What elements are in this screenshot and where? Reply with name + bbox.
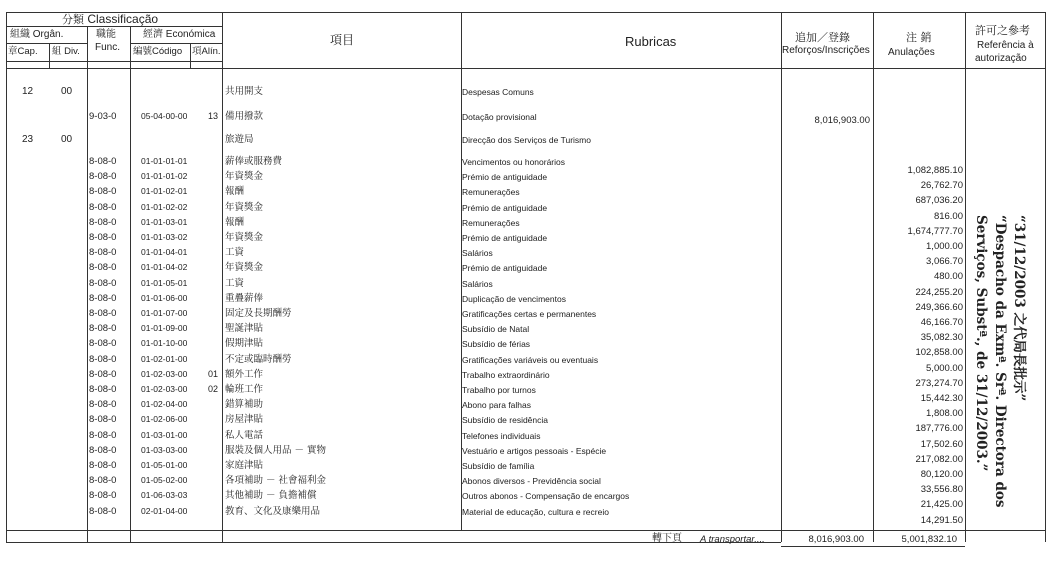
authorization-line2: “Despacho da Exmª. Srª. Directora dos [992,215,1008,508]
authorization-line1: “31/12/2003 之代局長批示” [1011,215,1027,402]
func-cell: 8-08-0 [89,247,117,259]
item-zh-cell: 報酬 [225,216,245,228]
economic-pt: Económica [165,29,216,40]
economic-header [143,30,215,40]
header-bottom-border [6,68,1046,69]
classification-header [62,13,158,25]
code-cell: 05-04-00-00 [141,111,188,121]
header-line [6,43,87,44]
item-zh-cell: 共用開支 [225,86,264,97]
func-pt: Func. [95,42,121,53]
code-cell: 01-01-04-01 [141,247,188,258]
anulacao-cell: 17,502.60 [920,438,963,450]
rubrica-cell: Abonos diversos - Previdência social [462,476,601,487]
item-zh-cell: 固定及長期酬勞 [225,308,292,319]
code-cell: 01-01-05-01 [141,277,188,288]
table-top-border [6,12,1046,13]
anulacao-cell: 816.00 [933,210,963,222]
code-cell: 01-02-03-00 [141,368,188,379]
item-zh-cell: 工資 [225,277,245,289]
code-cell: 01-05-02-00 [141,475,188,486]
anulacao-cell: 46,166.70 [920,317,963,328]
header-line [130,43,222,44]
rubrica-cell: Gratificações variáveis ou eventuais [462,354,599,365]
transport-zh: 轉下頁 [652,533,682,544]
code-cell: 01-02-01-00 [141,353,188,364]
div-cell: 00 [61,86,73,97]
code-cell: 01-01-02-01 [141,186,188,197]
rubricas-header: Rubricas [625,34,677,49]
code-cell: 01-03-01-00 [141,429,188,440]
func-cell: 8-08-0 [89,277,117,289]
item-zh-cell: 薪俸或服務費 [225,156,283,167]
func-cell: 8-08-0 [89,490,117,502]
func-cell: 8-08-0 [89,353,117,365]
func-cell: 8-08-0 [89,460,117,471]
anulacao-cell: 687,036.20 [915,195,963,207]
alin-zh: 項 [192,46,202,57]
column-line [222,12,223,542]
item-zh-cell: 年資獎金 [225,201,264,213]
reforcos-zh: 追加／登錄 [795,31,850,44]
column-line [6,12,7,542]
rubrica-cell: Material de educação, cultura e recreio [462,506,609,517]
anulacao-cell: 15,442.30 [920,393,963,404]
rubrica-cell: Prémio de antiguidade [462,202,548,213]
func-cell: 8-08-0 [89,308,117,319]
rubrica-cell: Abono para falhas [462,400,531,411]
footer-top-border [6,530,1046,531]
item-zh-cell: 聖誕津貼 [225,323,264,335]
code-cell: 01-01-01-02 [141,171,188,182]
classification-zh: 分類 [62,13,84,26]
func-zh: 職能 [96,29,116,40]
code-header [133,47,182,57]
item-zh-cell: 假期津貼 [225,338,264,350]
authorization-note [971,215,1028,508]
item-zh-cell: 工資 [225,247,245,259]
cap-cell: 23 [22,134,34,145]
anulacao-cell: 1,674,777.70 [907,225,963,237]
code-cell: 01-06-03-03 [141,490,188,501]
rubrica-cell: Trabalho por turnos [462,385,536,395]
reforco-total: 8,016,903.00 [808,534,864,545]
rubrica-cell: Despesas Comuns [462,87,534,97]
anulacao-cell: 217,082.00 [915,453,963,465]
reference-zh: 許可之參考 [975,24,1030,37]
code-cell: 01-03-03-00 [141,444,188,455]
rubrica-cell: Remunerações [462,217,520,228]
func-cell: 8-08-0 [89,475,117,487]
func-cell: 8-08-0 [89,232,117,243]
code-cell: 01-01-06-00 [141,292,188,303]
alin-header [192,47,221,57]
rubrica-cell: Subsídio de férias [462,339,531,350]
anulacao-cell: 3,066.70 [926,256,963,268]
organic-header [10,30,63,40]
item-zh-cell: 年資獎金 [225,262,264,274]
column-line [190,43,191,68]
anulacao-cell: 35,082.30 [920,332,963,344]
cap-header [8,47,38,57]
code-cell: 02-01-04-00 [141,505,188,516]
alin-cell: 02 [208,384,219,394]
rubrica-cell: Vestuário e artigos pessoais - Espécie [462,445,607,456]
rubrica-cell: Duplicação de vencimentos [462,293,566,304]
anulacao-cell: 273,274.70 [915,377,963,389]
organic-zh: 組織 [10,29,30,40]
reference-pt-line2: autorização [975,53,1027,64]
code-cell: 01-01-04-02 [141,262,188,273]
authorization-line3: Serviços, Substª., de 31/12/2003.” [973,215,989,472]
code-cell: 01-01-07-00 [141,308,188,318]
func-cell: 8-08-0 [89,429,117,441]
cap-zh: 章 [8,46,18,57]
func-cell: 8-08-0 [89,156,117,167]
economic-zh: 經濟 [143,29,163,40]
reforco-cell: 8,016,903.00 [814,115,870,126]
func-cell: 8-08-0 [89,414,117,426]
anulacao-cell: 33,556.80 [920,484,963,496]
item-zh-cell: 輪班工作 [225,384,264,395]
cap-pt: Cap. [17,46,38,57]
rubrica-cell: Subsídio de residência [462,415,549,426]
item-zh-cell: 不定或臨時酬勞 [225,353,292,365]
item-zh-cell: 私人電話 [225,429,264,441]
rubrica-cell: Salários [462,278,493,289]
column-line [781,12,782,542]
column-line [49,43,50,68]
item-zh-cell: 重疊薪俸 [225,292,264,304]
div-zh: 組 [52,46,62,57]
footer-total-underline [781,546,965,547]
anulacao-cell: 1,082,885.10 [907,165,963,176]
code-zh: 編號 [133,46,153,57]
item-zh-cell: 報酬 [225,186,245,198]
anulacao-cell: 1,808.00 [926,408,963,420]
item-zh-cell: 其他補助 － 負擔補償 [225,490,317,502]
item-zh-cell: 教育、文化及康樂用品 [225,505,321,517]
code-cell: 01-02-06-00 [141,414,188,425]
func-cell: 8-08-0 [89,201,117,213]
code-cell: 01-01-01-01 [141,156,188,166]
anulacao-cell: 80,120.00 [920,469,963,480]
item-zh-cell: 錯算補助 [225,399,264,411]
alin-pt: Alín. [201,46,221,57]
code-cell: 01-01-03-01 [141,216,188,227]
rubrica-cell: Prémio de antiguidade [462,233,548,243]
func-cell: 8-08-0 [89,368,117,380]
anulacao-cell: 26,762.70 [920,180,963,192]
div-cell: 00 [61,134,73,145]
rubrica-cell: Trabalho extraordinário [462,369,550,380]
rubrica-cell: Gratificações certas e permanentes [462,309,597,319]
classification-pt: Classificação [87,12,159,26]
column-line [130,26,131,542]
item-zh-cell: 備用撥款 [225,111,264,122]
func-cell: 8-08-0 [89,171,117,183]
column-line [87,26,88,542]
rubrica-cell: Subsídio de família [462,461,535,471]
func-cell: 9-03-0 [89,111,117,122]
rubrica-cell: Remunerações [462,187,520,198]
column-line [965,12,966,542]
func-cell: 8-08-0 [89,384,117,395]
item-zh-cell: 家庭津貼 [225,460,264,471]
func-cell: 8-08-0 [89,262,117,274]
rubrica-cell: Prémio de antiguidade [462,263,548,274]
anulacao-cell: 1,000.00 [926,241,963,252]
anulacao-cell: 21,425.00 [920,499,963,511]
func-cell: 8-08-0 [89,338,117,350]
anulacao-cell: 5,000.00 [926,362,963,374]
div-header [52,47,80,57]
code-cell: 01-02-03-00 [141,384,188,394]
reforcos-pt: Reforços/Inscrições [782,45,870,56]
anulacao-total: 5,001,832.10 [901,534,957,545]
item-zh-cell: 年資獎金 [225,171,264,183]
item-zh-cell: 服裝及個人用品 － 實物 [225,444,327,456]
rubrica-cell: Dotação provisional [462,112,537,122]
alin-cell: 01 [208,368,219,379]
code-cell: 01-02-04-00 [141,399,188,410]
rubrica-cell: Salários [462,248,493,259]
code-cell: 01-01-10-00 [141,338,188,349]
func-cell: 8-08-0 [89,186,117,198]
code-cell: 01-01-02-02 [141,201,188,212]
rubrica-cell: Telefones individuais [462,430,541,441]
anulacoes-zh: 注 銷 [906,31,932,44]
rubrica-cell: Outros abonos - Compensação de encargos [462,491,630,502]
reference-pt-line1: Referência à [977,40,1034,51]
column-line [1045,12,1046,542]
anulacao-cell: 249,366.60 [915,301,963,313]
code-pt: Código [152,46,183,57]
func-cell: 8-08-0 [89,444,117,456]
code-cell: 01-05-01-00 [141,460,188,470]
rubrica-cell: Subsídio de Natal [462,324,530,335]
alin-cell: 13 [208,111,219,121]
cap-cell: 12 [22,86,34,97]
func-cell: 8-08-0 [89,323,117,335]
transport-pt: A transportar.... [700,534,765,545]
item-zh-cell: 各項補助 － 社會福利金 [225,475,327,487]
anulacao-cell: 102,858.00 [915,347,963,359]
func-cell: 8-08-0 [89,216,117,228]
anulacao-cell: 224,255.20 [915,286,963,298]
item-zh-cell: 年資獎金 [225,232,264,243]
anulacao-cell: 187,776.00 [915,423,963,435]
item-zh-cell: 旅遊局 [225,134,254,145]
organic-pt: Orgân. [32,29,64,40]
func-cell: 8-08-0 [89,505,117,517]
anulacao-cell: 14,291.50 [920,514,963,526]
rubrica-cell: Direcção dos Serviços de Turismo [462,135,591,145]
item-zh-cell: 額外工作 [225,368,264,380]
anulacoes-pt: Anulações [888,47,935,58]
rubrica-cell: Vencimentos ou honorários [462,157,566,167]
item-zh-cell: 房屋津貼 [225,414,264,426]
header-line [6,26,222,27]
anulacao-cell: 480.00 [933,271,963,283]
func-cell: 8-08-0 [89,292,117,304]
rubrica-cell: Prémio de antiguidade [462,172,548,183]
func-cell: 8-08-0 [89,399,117,411]
div-pt: Div. [64,46,80,57]
item-header: 項目 [330,33,355,47]
code-cell: 01-01-03-02 [141,232,188,242]
code-cell: 01-01-09-00 [141,323,188,334]
